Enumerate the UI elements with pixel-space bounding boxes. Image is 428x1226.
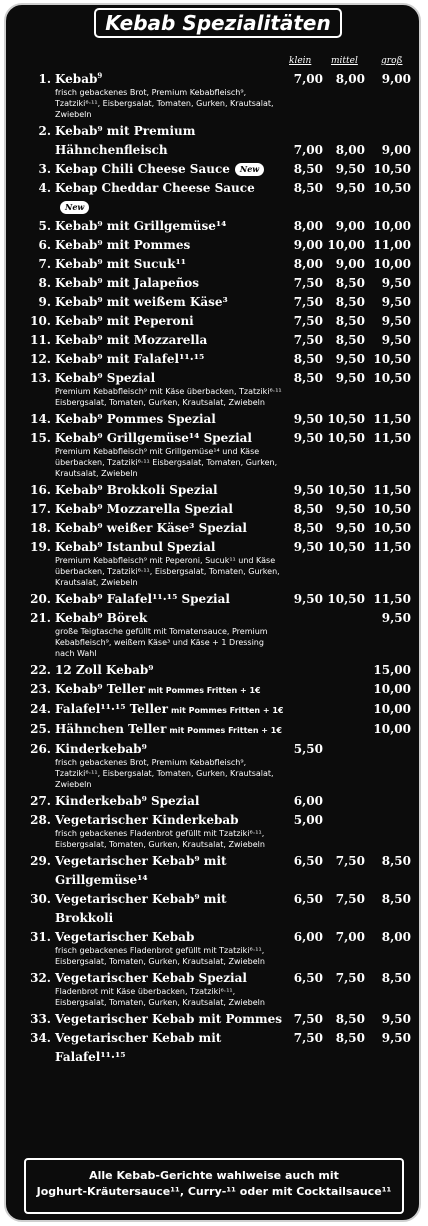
item-name: Vegetarischer Kebab mit Pommes [55,1012,282,1026]
item-number: 12. [30,352,51,366]
item-name: Kebab⁹ Grillgemüse¹⁴ Spezial [55,431,252,445]
sauce-note-line-2: Joghurt-Kräutersauce¹¹, Curry-¹¹ oder mit Cocktailsauce¹¹ [36,1185,392,1198]
price-large: 11,50 [373,540,411,554]
new-badge: New [235,163,264,176]
menu-item [6,969,419,1008]
item-number: 22. [30,663,51,677]
price-large: 9,50 [381,295,411,309]
menu-item [6,331,419,350]
column-header-medium: mittel [331,56,358,66]
price-large: 10,00 [373,257,411,271]
price-small: 7,00 [293,143,323,157]
menu-item [6,122,419,160]
price-large: 8,50 [381,971,411,985]
price-medium: 8,50 [335,314,365,328]
menu-item [6,680,419,700]
item-number: 8. [38,276,51,290]
item-number: 20. [30,592,51,606]
price-medium: 9,50 [335,521,365,535]
menu-item [6,590,419,609]
item-description: frisch gebackenes Fladenbrot gefüllt mit Tzatziki⁶·¹¹, Eisbergsalat, Tomaten, Gurken, Krautsalat, Zwiebeln [55,946,265,966]
item-number: 6. [38,238,51,252]
price-large: 10,00 [373,682,411,696]
menu-title: Kebab Spezialitäten [94,8,342,38]
item-name: Kebab⁹ Teller mit Pommes Fritten + 1€ [55,682,261,696]
menu-item [6,179,419,217]
price-large: 11,00 [373,238,411,252]
price-small: 7,00 [293,72,323,86]
item-number: 10. [30,314,51,328]
item-number: 2. [38,124,51,138]
price-small: 9,50 [293,431,323,445]
item-number: 4. [38,181,51,195]
menu-item [6,661,419,680]
sauce-note-line-1: Alle Kebab-Gerichte wahlweise auch mit [89,1169,339,1182]
item-number: 9. [38,295,51,309]
price-large: 9,00 [381,143,411,157]
price-small: 8,50 [293,181,323,195]
item-name: Kebab⁹ weißer Käse³ Spezial [55,521,247,535]
price-small: 6,50 [293,892,323,906]
price-large: 9,50 [381,333,411,347]
price-large: 11,50 [373,431,411,445]
item-number: 18. [30,521,51,535]
menu-board [4,3,421,1222]
item-extra: mit Pommes Fritten + 1€ [170,706,284,715]
menu-item [6,429,419,479]
item-number: 26. [30,742,51,756]
item-name: Kebab⁹ Falafel¹¹·¹⁵ Spezial [55,592,230,606]
price-small: 9,50 [293,592,323,606]
price-large: 10,00 [373,219,411,233]
item-name: Vegetarischer Kinderkebab [55,813,239,827]
price-small: 7,50 [293,1012,323,1026]
item-name: Vegetarischer Kebab [55,930,195,944]
price-large: 9,50 [381,611,411,625]
item-number: 24. [30,702,51,716]
item-description: Premium Kebabfleisch⁹ mit Peperoni, Sucuk¹¹ und Käse überbacken, Tzatziki⁶·¹¹, Eisbergsalat, Tomaten, Gurken, Krautsalat, Zwiebeln [55,556,280,587]
item-number: 19. [30,540,51,554]
price-medium: 10,00 [327,238,365,252]
item-number: 28. [30,813,51,827]
item-name: Kebab⁹ Pommes Spezial [55,412,216,426]
item-name: Kinderkebab⁹ Spezial [55,794,200,808]
item-name: Kebab⁹ Brokkoli Spezial [55,483,218,497]
menu-item [6,538,419,588]
item-name: Kebab$^9$ [55,71,103,86]
price-large: 10,00 [373,702,411,716]
price-small: 9,00 [293,238,323,252]
size-column-headers [6,56,419,68]
item-number: 31. [30,930,51,944]
price-medium: 9,50 [335,162,365,176]
item-number: 30. [30,892,51,906]
price-medium: 7,50 [335,854,365,868]
item-name: Kebab⁹ mit Sucuk¹¹ [55,257,187,271]
price-large: 9,50 [381,1031,411,1045]
column-header-small: klein [289,56,312,66]
price-large: 10,50 [373,371,411,385]
item-number: 13. [30,371,51,385]
price-medium: 10,50 [327,540,365,554]
price-large: 8,50 [381,854,411,868]
menu-item [6,312,419,331]
item-number: 34. [30,1031,51,1045]
price-medium: 9,50 [335,181,365,195]
price-large: 9,50 [381,1012,411,1026]
menu-item [6,740,419,790]
price-large: 11,50 [373,412,411,426]
menu-item [6,274,419,293]
item-name: Kebab⁹ mit Pommes [55,238,191,252]
menu-item [6,609,419,659]
item-name: Kebap Chili Cheese Sauce New [55,160,285,179]
menu-item [6,500,419,519]
menu-item [6,350,419,369]
price-small: 8,50 [293,521,323,535]
price-large: 10,50 [373,162,411,176]
menu-item [6,369,419,408]
new-badge: New [60,201,89,214]
item-description: Fladenbrot mit Käse überbacken, Tzatziki⁶·¹¹, Eisbergsalat, Tomaten, Gurken, Krautsalat, Zwiebeln [55,987,265,1007]
price-medium: 8,00 [335,143,365,157]
price-large: 9,00 [381,72,411,86]
price-medium: 10,50 [327,431,365,445]
price-medium: 8,50 [335,333,365,347]
item-extra: mit Pommes Fritten + 1€ [169,726,282,735]
item-number: 14. [30,412,51,426]
price-small: 8,00 [293,219,323,233]
item-number: 3. [38,162,51,176]
price-small: 5,00 [293,813,323,827]
item-name: Kebab⁹ Mozzarella Spezial [55,502,233,516]
price-small: 7,50 [293,276,323,290]
price-small: 7,50 [293,314,323,328]
price-small: 7,50 [293,1031,323,1045]
price-small: 8,00 [293,257,323,271]
item-number: 29. [30,854,51,868]
price-medium: 8,50 [335,1031,365,1045]
menu-item [6,890,419,928]
price-large: 11,50 [373,592,411,606]
item-description: frisch gebackenes Brot, Premium Kebabfleisch⁹, Tzatziki⁶·¹¹, Eisbergsalat, Tomaten, Gurken, Krautsalat, Zwiebeln [55,758,274,789]
price-medium: 10,50 [327,592,365,606]
menu-item [6,792,419,811]
item-name: Kebab⁹ mit Premium Hähnchenfleisch [55,124,196,157]
menu-item [6,1010,419,1029]
column-header-large: groß [381,56,403,66]
price-medium: 7,50 [335,971,365,985]
item-name: Kebab⁹ mit Peperoni [55,314,194,328]
item-name: Kebab⁹ mit weißem Käse³ [55,295,228,309]
item-description: frisch gebackenes Brot, Premium Kebabfleisch⁹, Tzatziki⁶·¹¹, Eisbergsalat, Tomaten, Gurken, Krautsalat, Zwiebeln [55,88,274,119]
price-small: 9,50 [293,540,323,554]
price-medium: 9,00 [335,219,365,233]
price-medium: 9,50 [335,502,365,516]
item-name: Vegetarischer Kebab Spezial [55,971,247,985]
price-small: 7,50 [293,333,323,347]
price-small: 6,50 [293,854,323,868]
price-large: 10,50 [373,181,411,195]
price-small: 8,50 [293,352,323,366]
price-small: 8,50 [293,371,323,385]
menu-item [6,1029,419,1067]
price-medium: 9,00 [335,257,365,271]
price-small: 8,50 [293,502,323,516]
menu-item [6,519,419,538]
price-large: 8,00 [381,930,411,944]
sauce-note [24,1158,404,1214]
item-name: Vegetarischer Kebab⁹ mit Brokkoli [55,892,227,925]
item-number: 11. [30,333,51,347]
menu-item [6,811,419,850]
price-large: 11,50 [373,483,411,497]
item-name: Kebab⁹ mit Jalapeños [55,276,200,290]
price-medium: 9,50 [335,352,365,366]
item-name: Kebab⁹ Börek [55,611,148,625]
menu-item [6,928,419,967]
price-small: 6,50 [293,971,323,985]
price-small: 9,50 [293,483,323,497]
price-large: 10,50 [373,521,411,535]
price-large: 9,50 [381,314,411,328]
menu-item-list [6,70,419,1067]
price-large: 10,00 [373,722,411,736]
item-description: Premium Kebabfleisch⁹ mit Grillgemüse¹⁴ und Käse überbacken, Tzatziki⁶·¹¹ Eisbergsalat, Tomaten, Gurken, Krautsalat, Zwiebeln [55,447,278,478]
menu-item [6,236,419,255]
price-small: 9,50 [293,412,323,426]
item-number: 16. [30,483,51,497]
item-name: Kinderkebab⁹ [55,742,147,756]
menu-item [6,410,419,429]
item-name: 12 Zoll Kebab⁹ [55,663,154,677]
item-name: Kebab⁹ Istanbul Spezial [55,540,216,554]
price-medium: 8,50 [335,1012,365,1026]
price-small: 5,50 [293,742,323,756]
item-number: 33. [30,1012,51,1026]
allergen-marker: 9 [97,71,103,80]
item-name: Kebab⁹ mit Falafel¹¹·¹⁵ [55,352,205,366]
menu-item [6,700,419,720]
item-number: 23. [30,682,51,696]
item-name: Vegetarischer Kebab⁹ mit Grillgemüse¹⁴ [55,854,227,887]
price-large: 10,50 [373,502,411,516]
item-number: 27. [30,794,51,808]
price-medium: 10,50 [327,412,365,426]
item-number: 21. [30,611,51,625]
price-medium: 9,50 [335,371,365,385]
item-number: 15. [30,431,51,445]
menu-item [6,160,419,179]
item-name: Vegetarischer Kebab mit Falafel¹¹·¹⁵ [55,1031,222,1064]
menu-item [6,293,419,312]
menu-item [6,481,419,500]
item-name: Falafel¹¹·¹⁵ Teller mit Pommes Fritten + 1€ [55,702,284,716]
price-large: 9,50 [381,276,411,290]
item-name: Kebap Cheddar Cheese SauceNew [55,181,255,212]
menu-item [6,70,419,120]
item-description: Premium Kebabfleisch⁹ mit Käse überbacken, Tzatziki⁶·¹¹ Eisbergsalat, Tomaten, Gurken, Krautsalat, Zwiebeln [55,387,282,407]
item-number: 17. [30,502,51,516]
price-small: 6,00 [293,794,323,808]
price-medium: 8,50 [335,295,365,309]
item-name: Hähnchen Teller mit Pommes Fritten + 1€ [55,722,282,736]
item-name: Kebab⁹ mit Mozzarella [55,333,208,347]
item-number: 1. [38,72,51,86]
price-large: 10,50 [373,352,411,366]
item-name: Kebab⁹ Spezial [55,371,156,385]
price-medium: 7,00 [335,930,365,944]
price-large: 8,50 [381,892,411,906]
price-medium: 10,50 [327,483,365,497]
item-name: Kebab⁹ mit Grillgemüse¹⁴ [55,219,227,233]
price-small: 8,50 [293,162,323,176]
menu-item [6,852,419,890]
item-number: 32. [30,971,51,985]
item-number: 25. [30,722,51,736]
price-medium: 8,00 [335,72,365,86]
menu-item [6,217,419,236]
price-medium: 8,50 [335,276,365,290]
price-small: 7,50 [293,295,323,309]
item-number: 7. [38,257,51,271]
price-small: 6,00 [293,930,323,944]
item-extra: mit Pommes Fritten + 1€ [148,686,261,695]
item-description: frisch gebackenes Fladenbrot gefüllt mit Tzatziki⁶·¹¹, Eisbergsalat, Tomaten, Gurken, Krautsalat, Zwiebeln [55,829,265,849]
price-medium: 7,50 [335,892,365,906]
item-number: 5. [38,219,51,233]
price-large: 15,00 [373,663,411,677]
menu-item [6,255,419,274]
menu-item [6,720,419,740]
item-description: große Teigtasche gefüllt mit Tomatensauce, Premium Kebabfleisch⁹, weißem Käse³ und Käse + 1 Dressing nach Wahl [55,627,268,658]
